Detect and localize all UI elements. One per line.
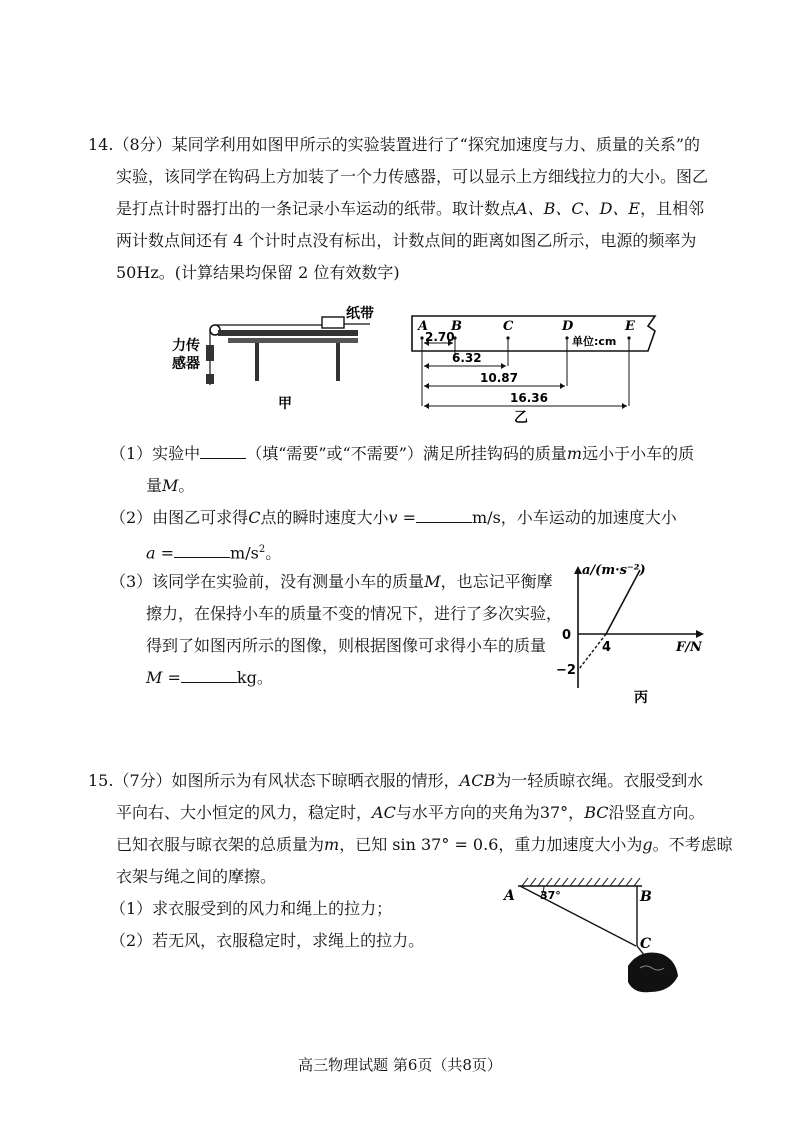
- figure-bing-graph: [550, 560, 720, 710]
- q14-sub2-unit-a: m/s: [230, 543, 259, 563]
- q15-stem-line4: 衣架与绳之间的摩擦。: [116, 867, 277, 886]
- figure-jia-apparatus: [160, 300, 380, 420]
- answer-blank-3[interactable]: [174, 543, 230, 558]
- graph-line: [606, 570, 640, 634]
- var-C: C: [248, 508, 261, 527]
- origin-label: 0: [562, 628, 572, 643]
- q14-score: （8分）: [113, 135, 172, 154]
- y-axis-label: a/(m·s⁻²): [582, 563, 646, 578]
- q14-sub3-text-c: 擦力，在保持小车的质量不变的情况下，进行了多次实验，: [146, 604, 563, 623]
- answer-blank-2[interactable]: [416, 508, 472, 523]
- x-intercept-label: 4: [602, 640, 612, 655]
- q14-sub2-sup: 2: [258, 544, 266, 555]
- q15-line2: [116, 802, 705, 824]
- q15-sub2-text: （2）若无风，衣服稳定时，求绳上的拉力。: [110, 931, 425, 950]
- cart: [322, 317, 344, 328]
- q14-line1: [88, 134, 700, 156]
- q14-sub1-text-e: 。: [178, 476, 195, 495]
- q14-sub2-line1: [110, 507, 677, 529]
- figure-clothesline: [500, 868, 700, 1003]
- tape-unit: 单位:cm: [572, 335, 617, 348]
- q14-sub2-unit-v: m/s，小车运动的加速度大小: [472, 508, 677, 527]
- var-BC: BC: [584, 803, 609, 822]
- var-m-15: m: [324, 835, 340, 854]
- angle-label: 37°: [540, 889, 561, 902]
- q15-sub1: [110, 898, 392, 920]
- caption-yi: 乙: [514, 410, 528, 426]
- label-b: B: [640, 889, 652, 905]
- var-ACB: ACB: [459, 771, 496, 790]
- q14-stem-line3-b: ，且相邻: [640, 199, 705, 218]
- var-M-2: M: [424, 572, 441, 591]
- q14-sub1-text-b: （填“需要”或“不需要”）满足所挂钩码的质量: [246, 444, 567, 463]
- q14-sub2-eq: =: [397, 508, 416, 527]
- point-label-a: A: [418, 319, 429, 334]
- q14-sub3-line1: [110, 571, 553, 593]
- q14-sub3-text-b: ，也忘记平衡摩: [440, 572, 553, 591]
- q14-stem-line3-a: 是打点计时器打出的一条记录小车运动的纸带。取计数点: [116, 199, 517, 218]
- caption-jia: 甲: [278, 396, 292, 412]
- x-axis-label: F/N: [676, 640, 702, 655]
- q15-number: 15.: [88, 771, 114, 790]
- q14-sub2-text-b: 点的瞬时速度大小: [260, 508, 389, 527]
- q15-stem-line2-a: 平向右、大小恒定的风力，稳定时，: [116, 803, 373, 822]
- q14-sub1-text-d: 量: [146, 476, 163, 495]
- q15-score: （7分）: [113, 771, 172, 790]
- answer-blank-4[interactable]: [181, 668, 237, 683]
- rope-ac: [520, 886, 636, 946]
- q15-stem-line2-b: 与水平方向的夹角为37°，: [395, 803, 585, 822]
- q15-stem-line3-c: 。不考虑晾: [652, 835, 733, 854]
- q14-stem-line1: 某同学利用如图甲所示的实验装置进行了“探究加速度与力、质量的关系”的: [171, 135, 701, 154]
- q14-counting-points: A、B、C、D、E: [516, 199, 641, 218]
- q14-sub3-unit: kg。: [236, 668, 273, 687]
- var-m: m: [566, 444, 583, 463]
- label-paper-tape: 纸带: [346, 306, 374, 322]
- q14-sub2-end: 。: [265, 543, 282, 563]
- dist-ae: 16.36: [510, 391, 548, 405]
- x-axis-arrow: [696, 630, 704, 638]
- table-top: [218, 330, 358, 336]
- label-c: C: [640, 936, 652, 952]
- q15-stem-line3-a: 已知衣服与晾衣架的总质量为: [116, 835, 325, 854]
- label-sensor-2: 感器: [172, 356, 200, 372]
- clothes: [628, 953, 678, 993]
- q15-line4: [116, 866, 276, 888]
- var-M-3: M: [146, 668, 163, 687]
- table-board: [228, 338, 358, 343]
- q14-sub2-text-a: （2）由图乙可求得: [110, 508, 249, 527]
- q14-sub3-line2: [146, 603, 562, 625]
- q14-line2: [116, 166, 708, 188]
- q14-sub3-eq: =: [162, 668, 181, 687]
- q14-sub2-line2: [146, 539, 281, 564]
- var-a: a: [146, 543, 156, 563]
- q14-number: 14.: [88, 135, 114, 154]
- dist-ab: 2.70: [425, 330, 455, 344]
- figure-yi-paper-tape: [400, 306, 670, 434]
- dist-ad: 10.87: [480, 371, 518, 385]
- q15-line1: [88, 770, 703, 792]
- q14-sub3-line4: [146, 667, 273, 689]
- page-footer: 高三物理试题 第6页（共8页）: [298, 1056, 502, 1074]
- var-v: v: [388, 508, 398, 527]
- q14-line3: [116, 198, 704, 220]
- q14-sub2-eq2: =: [155, 543, 175, 563]
- point-label-e: E: [625, 319, 635, 334]
- q15-stem-line3-b: ，已知 sin 37° = 0.6，重力加速度大小为: [339, 835, 643, 854]
- dist-ac: 6.32: [452, 351, 482, 365]
- var-g: g: [642, 835, 653, 854]
- q15-sub1-text: （1）求衣服受到的风力和绳上的拉力；: [110, 899, 393, 918]
- q14-sub1-text-c: 远小于小车的质: [582, 444, 695, 463]
- point-label-b: B: [451, 319, 462, 334]
- q14-sub1-line2: [146, 475, 194, 497]
- q14-sub1-text-a: （1）实验中: [110, 444, 201, 463]
- table-leg-right: [336, 343, 340, 381]
- y-intercept-label: −2: [556, 663, 576, 678]
- q15-stem-line2-c: 沿竖直方向。: [608, 803, 705, 822]
- point-label-d: D: [562, 319, 574, 334]
- q14-sub3-text-a: （3）该同学在实验前，没有测量小车的质量: [110, 572, 425, 591]
- q14-stem-line5: 50Hz。(计算结果均保留 2 位有效数字): [116, 263, 400, 282]
- q14-stem-line4: 两计数点间还有 4 个计时点没有标出，计数点间的距离如图乙所示，电源的频率为: [116, 231, 697, 250]
- q14-sub3-text-d: 得到了如图丙所示的图像，则根据图像可求得小车的质量: [146, 636, 547, 655]
- label-sensor-1: 力传: [172, 338, 200, 354]
- force-sensor: [206, 345, 214, 361]
- answer-blank-1[interactable]: [200, 444, 246, 459]
- q14-line5: [116, 262, 400, 284]
- table-leg-left: [255, 343, 259, 381]
- q14-stem-line2: 实验，该同学在钩码上方加装了一个力传感器，可以显示上方细线拉力的大小。图乙: [116, 167, 709, 186]
- var-M: M: [162, 476, 179, 495]
- q15-line3: [116, 834, 733, 856]
- q15-stem-line1-a: 如图所示为有风状态下晾晒衣服的情形，: [171, 771, 460, 790]
- q14-sub1-line1: [110, 443, 694, 465]
- q15-sub2: [110, 930, 424, 952]
- label-a: A: [504, 888, 515, 904]
- q14-line4: [116, 230, 696, 252]
- q15-stem-line1-b: 为一轻质晾衣绳。衣服受到水: [495, 771, 704, 790]
- ceiling-hatching: [522, 878, 640, 886]
- var-AC: AC: [372, 803, 396, 822]
- q14-sub3-line3: [146, 635, 546, 657]
- hook-weight: [206, 374, 214, 384]
- y-axis-arrow: [574, 566, 582, 574]
- caption-bing: 丙: [634, 690, 648, 706]
- point-label-c: C: [503, 319, 514, 334]
